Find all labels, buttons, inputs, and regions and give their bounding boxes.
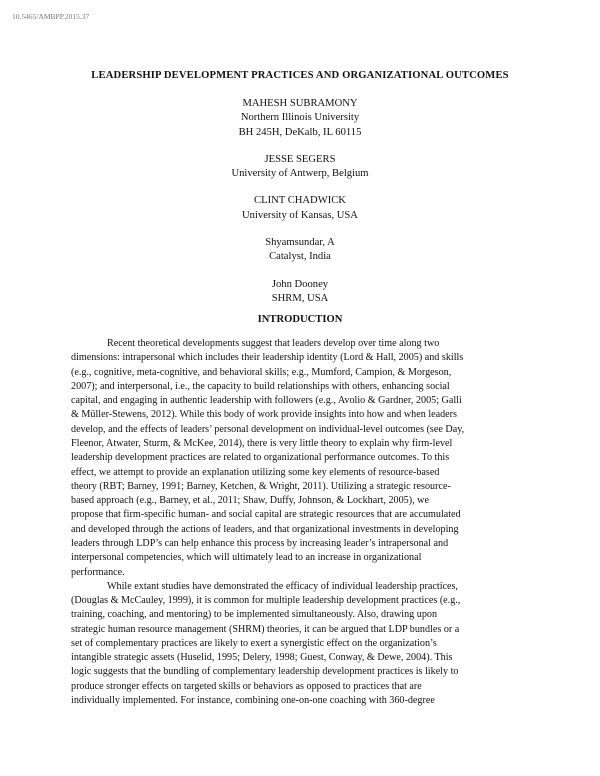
text-line: & Müller-Stewens, 2012). While this body of work provide insights into how and when leaders [71,409,457,421]
text-line: interpersonal competencies, which will ultimately lead to an increase in organizational [71,552,422,564]
text-line: based approach (e.g., Barney, et al., 2011; Shaw, Duffy, Johnson, & Lockhart, 2005), we [71,495,429,507]
text-line: (Douglas & McCauley, 1999), it is common for multiple leadership development practices (e.g., [71,595,461,607]
author-name: John Dooney [271,278,329,290]
text-line: leadership development practices are related to organizational performance outcomes. To this [71,452,450,464]
text-line: logic suggests that the bundling of complementary leadership development practices is likely to [71,666,459,678]
author-entry [0,97,600,140]
author-name: Shyamsundar, A [265,237,335,249]
author-affiliation: Catalyst, India [269,251,331,263]
text-line: effect, we attempt to provide an explanation utilizing some key elements of resource-based [71,466,440,478]
author-address: BH 245H, DeKalb, IL 60115 [238,126,362,138]
author-affiliation: SHRM, USA [271,292,329,304]
author-entry [0,278,600,307]
author-affiliation: University of Kansas, USA [242,209,358,221]
text-line: training, coaching, and mentoring) to be implemented simultaneously. Also, drawing upon [71,609,438,621]
text-line: performance. [71,566,125,578]
text-line: leaders through LDP’s can help enhance this process by increasing leader’s intrapersonal and [71,537,449,549]
author-name: CLINT CHADWICK [254,195,346,207]
body-text [71,337,531,708]
author-name: MAHESH SUBRAMONY [242,98,358,109]
text-line: individually implemented. For instance, combining one-on-one coaching with 360-degree [71,695,435,707]
author-entry [0,236,600,265]
body-paragraph [71,580,531,709]
doi-label: 10.5465/AMBPP.2015.37 [12,12,90,21]
text-line: Fleenor, Atwater, Sturm, & McKee, 2014), there is very little theory to explain why firm-level [71,437,453,449]
author-block [0,97,600,319]
text-line: capital, and engaging in authentic leadership with followers (e.g., Avolio & Gardner, 2005; Galli [71,395,462,407]
text-line: produce stronger effects on targeted skills or behaviors as opposed to practices that are [71,680,422,692]
text-line: and developed through the actions of leaders, and that organizational investments in developing [71,523,459,535]
text-line: strategic human resource management (SHRM) theories, it can be argued that LDP bundles or a [71,623,460,635]
text-line: 2007); and interpersonal, i.e., the capacity to build relationships with others, enhancing social [71,380,450,392]
author-entry [0,153,600,182]
author-name: JESSE SEGERS [264,153,336,165]
text-line: intangible strategic assets (Huselid, 1995; Delery, 1998; Guest, Conway, & Dewe, 2004). This [71,652,453,664]
text-line: dimensions: intrapersonal which includes their leadership identity (Lord & Hall, 2005) and skills [71,352,464,364]
text-line: Recent theoretical developments suggest that leaders develop over time along two [107,338,440,349]
paper-title: LEADERSHIP DEVELOPMENT PRACTICES AND ORGANIZATIONAL OUTCOMES [91,70,509,81]
text-line: theory (RBT; Barney, 1991; Barney, Ketchen, & Wright, 2011). Utilizing a strategic resource- [71,480,451,492]
section-heading: INTRODUCTION [257,314,343,325]
text-line: develop, and the effects of leaders’ personal development on individual-level outcomes (see Day, [71,423,465,435]
text-line: set of complementary practices are likely to exert a synergistic effect on the organization’s [71,637,437,649]
author-affiliation: University of Antwerp, Belgium [231,168,369,180]
text-line: propose that firm-specific human- and social capital are strategic resources that are accumulated [71,509,461,521]
author-entry [0,194,600,223]
text-line: While extant studies have demonstrated the efficacy of individual leadership practices, [107,580,458,592]
body-paragraph [71,337,531,580]
author-affiliation: Northern Illinois University [240,112,360,124]
text-line: (e.g., cognitive, meta-cognitive, and behavioral skills; e.g., Mumford, Campion, & Morgeson, [71,366,452,378]
